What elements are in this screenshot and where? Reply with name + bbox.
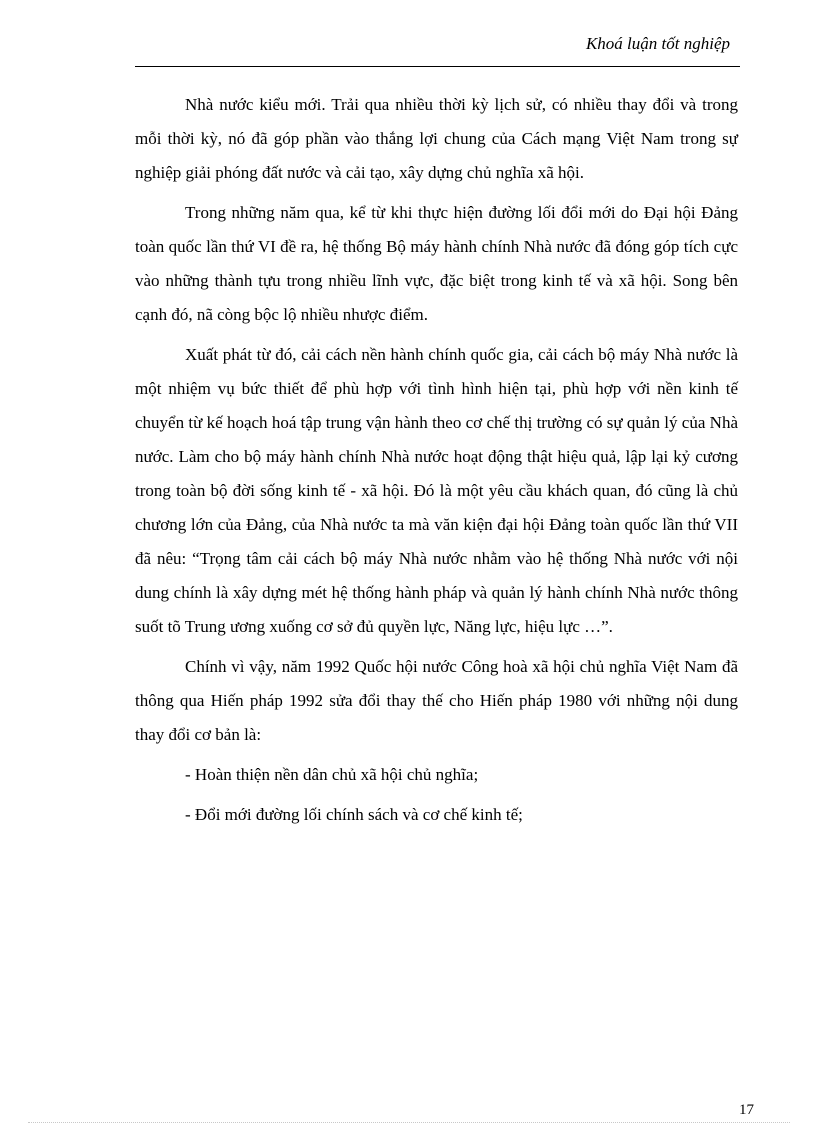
header-title: Khoá luận tốt nghiệp bbox=[585, 34, 730, 53]
paragraph: Trong những năm qua, kể từ khi thực hiện đường lối đổi mới do Đại hội Đảng toàn quốc lần thứ VI đề ra, hệ thống Bộ máy hành chính Nhà nước đã đóng góp tích cực vào những thành tựu trong nhiều lĩnh vực, đặc biệt trong kinh tế và xã hội. Song bên cạnh đó, nã còng bộc lộ nhiều nhược điểm. bbox=[135, 203, 738, 324]
page-header bbox=[135, 30, 740, 67]
paragraph: Xuất phát từ đó, cải cách nền hành chính quốc gia, cải cách bộ máy Nhà nước là một nhiệm vụ bức thiết để phù hợp với tình hình hiện tại, phù hợp với nền kinh tế chuyển từ kế hoạch hoá tập trung vận hành theo cơ chế thị trường có sự quản lý của Nhà nước. Làm cho bộ máy hành chính Nhà nước hoạt động thật hiệu quả, lập lại kỷ cương trong toàn bộ đời sống kinh tế - xã hội. Đó là một yêu cầu khách quan, đó cũng là chủ chương lớn của Đảng, của Nhà nước ta mà văn kiện đại hội Đảng toàn quốc lần thứ VII đã nêu: “Trọng tâm cải cách bộ máy Nhà nước nhằm vào hệ thống Nhà nước với nội dung chính là xây dựng mét hệ thống hành pháp và quản lý hành chính Nhà nước thông suốt tõ Trung ương xuống cơ sở đủ quyền lực, Năng lực, hiệu lực …”. bbox=[135, 345, 738, 636]
paragraph: Nhà nước kiểu mới. Trải qua nhiều thời kỳ lịch sử, có nhiều thay đổi và trong mỗi thời kỳ, nó đã góp phần vào thắng lợi chung của Cách mạng Việt Nam trong sự nghiệp giải phóng đất nước và cải tạo, xây dựng chủ nghĩa xã hội. bbox=[135, 95, 738, 182]
list-item: - Hoàn thiện nền dân chủ xã hội chủ nghĩa; bbox=[185, 765, 479, 784]
page-number: 17 bbox=[739, 1102, 754, 1118]
list-item: - Đổi mới đường lối chính sách và cơ chế kinh tế; bbox=[185, 805, 523, 824]
paragraph: Chính vì vậy, năm 1992 Quốc hội nước Công hoà xã hội chủ nghĩa Việt Nam đã thông qua Hiến pháp 1992 sửa đổi thay thế cho Hiến pháp 1980 với những nội dung thay đổi cơ bản là: bbox=[135, 657, 738, 744]
document-body bbox=[135, 88, 738, 838]
